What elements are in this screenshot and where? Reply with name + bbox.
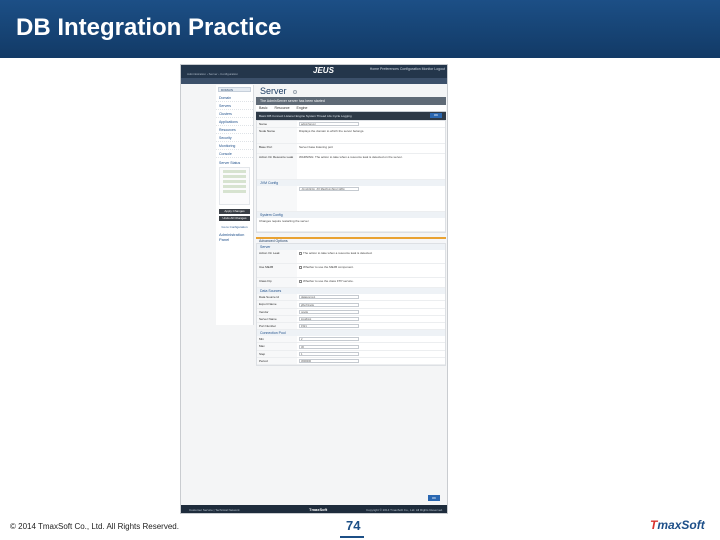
jvm-option-field[interactable]: -Xmx1024m -XX:MaxPermSize=128m xyxy=(299,187,359,191)
form-row xyxy=(257,121,445,128)
sidebar-item-domain[interactable]: Domain xyxy=(216,94,253,102)
form-value xyxy=(297,343,445,349)
slide-copyright: © 2014 TmaxSoft Co., Ltd. All Rights Reserved. xyxy=(10,522,179,531)
data-source-section-title[interactable]: Data Sources xyxy=(257,288,445,294)
system-warning: Changes require restarting the server xyxy=(259,219,309,224)
form-label: Node Name xyxy=(257,128,297,143)
form-row xyxy=(257,264,445,278)
form-value: WARNING: The action to take when a resource leak is detected on the server. xyxy=(299,155,403,160)
option-checkbox[interactable] xyxy=(299,266,302,269)
pool-step-field[interactable]: 1 xyxy=(299,352,359,356)
page-title-text: Server xyxy=(260,86,287,96)
export-name-field[interactable]: jdbc/Oracle xyxy=(299,303,359,307)
status-strip: The AdminServer server has been started xyxy=(256,97,446,105)
jeus-logo: JEUS xyxy=(313,66,334,75)
sidebar-item-clusters[interactable]: Clusters xyxy=(216,110,253,118)
vendor-field[interactable]: oracle xyxy=(299,310,359,314)
help-icon[interactable] xyxy=(293,90,297,94)
form-value xyxy=(297,186,445,211)
port-number-field[interactable]: 1521 xyxy=(299,324,359,328)
advanced-options-form xyxy=(256,243,446,366)
form-row xyxy=(257,358,445,365)
configuration-link[interactable]: Go to Configuration xyxy=(221,225,248,229)
title-bar xyxy=(0,0,720,58)
form-row xyxy=(257,316,445,323)
tab-resource[interactable]: Resource xyxy=(274,106,290,110)
tree-line xyxy=(223,190,246,193)
form-label: Server Name xyxy=(257,316,297,322)
sidebar-buttons xyxy=(219,209,250,221)
sidebar-item-console[interactable]: Console xyxy=(216,150,253,158)
footer-links[interactable]: Customer Service | Technical Network xyxy=(189,508,240,512)
sidebar-item-applications[interactable]: Applications xyxy=(216,118,253,126)
ok-button-top[interactable]: OK xyxy=(430,113,442,118)
form-value xyxy=(297,250,445,263)
basic-config-form xyxy=(256,120,446,233)
connection-pool-section-title[interactable]: Connection Pool xyxy=(257,330,445,336)
page-title xyxy=(256,85,446,97)
console-top-links[interactable]: Home Preferences Configuration Monitor Logout xyxy=(369,67,445,71)
form-row xyxy=(257,351,445,358)
server-name-field[interactable]: localhost xyxy=(299,317,359,321)
console-footer xyxy=(181,505,448,514)
ok-button-bottom[interactable]: OK xyxy=(428,495,440,501)
footer-copyright: Copyright © 2014 TmaxSoft Co., Ltd. All Rights Reserved. xyxy=(365,508,443,512)
form-label: Base Port xyxy=(257,144,297,153)
page-number-underline xyxy=(340,536,364,538)
form-value xyxy=(297,336,445,342)
footer-brand: TmaxSoft xyxy=(309,507,328,512)
pool-min-field[interactable]: 2 xyxy=(299,337,359,341)
sidebar-head: DOMAIN xyxy=(218,87,251,92)
sidebar-item-resources[interactable]: Resources xyxy=(216,126,253,134)
form-row xyxy=(257,294,445,301)
form-label: Class Ftp xyxy=(257,278,297,287)
form-value xyxy=(297,278,445,287)
system-section-title: System Config xyxy=(257,212,445,218)
form-value xyxy=(297,358,445,364)
form-label: Period xyxy=(257,358,297,364)
undo-changes-button[interactable]: Undo All Changes xyxy=(219,216,250,221)
tree-line xyxy=(223,175,246,178)
form-label: Step xyxy=(257,351,297,357)
form-row xyxy=(257,323,445,330)
form-value xyxy=(297,264,445,277)
logo-text: maxSoft xyxy=(657,518,705,532)
form-row xyxy=(257,128,445,144)
data-source-id-field[interactable]: datasource1 xyxy=(299,295,359,299)
form-row xyxy=(257,218,445,232)
form-value xyxy=(297,323,445,329)
form-value xyxy=(297,294,445,300)
form-value xyxy=(297,309,445,315)
logo-mark: T xyxy=(650,518,658,532)
form-label: Max xyxy=(257,343,297,349)
option-checkbox[interactable] xyxy=(299,280,302,283)
slide-title: DB Integration Practice xyxy=(16,14,282,41)
form-value xyxy=(297,351,445,357)
tab-engine[interactable]: Engine xyxy=(296,106,308,110)
form-row xyxy=(257,343,445,350)
form-value: Server base listening port xyxy=(299,145,334,150)
page-number: 74 xyxy=(346,518,361,533)
sidebar-item-monitoring[interactable]: Monitoring xyxy=(216,142,253,150)
form-row xyxy=(257,144,445,154)
form-row xyxy=(257,154,445,180)
tab-basic[interactable]: Basic xyxy=(259,106,268,110)
form-label: Vendor xyxy=(257,309,297,315)
form-label: Min xyxy=(257,336,297,342)
option-desc: Whether to use the class FTP service. xyxy=(303,279,354,284)
form-row xyxy=(257,186,445,212)
advanced-options-title[interactable]: Advanced Options xyxy=(256,237,446,243)
tmaxsoft-logo xyxy=(650,518,705,532)
form-label: Port Number xyxy=(257,323,297,329)
form-label: Data Source Id xyxy=(257,294,297,300)
form-value: Displays the domain to which the server belongs. xyxy=(299,129,365,134)
tree-line xyxy=(223,180,246,183)
pool-period-field[interactable]: 3600000 xyxy=(299,359,359,363)
console-sidebar xyxy=(216,85,254,325)
form-label: Name xyxy=(257,121,297,127)
form-row xyxy=(257,250,445,264)
console-subbar xyxy=(181,78,448,84)
option-desc: The action to take when a resource leak is detected. xyxy=(303,251,373,256)
form-label: Action On Resource Leak xyxy=(257,154,297,179)
server-section-title[interactable]: Server xyxy=(257,244,445,250)
option-desc: Whether to use the MEJB component. xyxy=(303,265,354,270)
option-checkbox[interactable] xyxy=(299,252,302,255)
sidebar-item-security[interactable]: Security xyxy=(216,134,253,142)
form-label: Export Name xyxy=(257,301,297,307)
breadcrumb: Administration › Server › Configuration xyxy=(187,72,239,76)
tab-bar xyxy=(256,105,446,112)
form-row xyxy=(257,278,445,288)
form-label xyxy=(257,186,297,211)
jvm-section-title: JVM Config xyxy=(257,180,445,186)
sidebar-section-title: Server Status xyxy=(219,161,241,165)
console-content xyxy=(256,85,446,503)
form-row xyxy=(257,309,445,316)
form-label: Use MEJB xyxy=(257,264,297,277)
apply-changes-button[interactable]: Apply Changes xyxy=(219,209,250,214)
server-status-tree xyxy=(219,167,250,205)
form-value xyxy=(297,121,445,127)
pool-max-field[interactable]: 30 xyxy=(299,345,359,349)
console-screenshot xyxy=(180,64,448,514)
form-row xyxy=(257,301,445,308)
form-row xyxy=(257,336,445,343)
console-topbar xyxy=(181,65,448,78)
form-value xyxy=(297,316,445,322)
sidebar-item-servers[interactable]: Servers xyxy=(216,102,253,110)
form-label: Action On Leak xyxy=(257,250,297,263)
config-nav-strip xyxy=(256,112,446,120)
tree-line xyxy=(223,170,246,173)
administration-panel-title: Administration Panel xyxy=(219,232,245,242)
name-field[interactable]: adminServer xyxy=(299,122,359,126)
form-value xyxy=(297,301,445,307)
config-nav-links[interactable]: Basic DB Connect Listener Engine System Thread Life Cycle Logging xyxy=(259,114,352,118)
tree-line xyxy=(223,185,246,188)
